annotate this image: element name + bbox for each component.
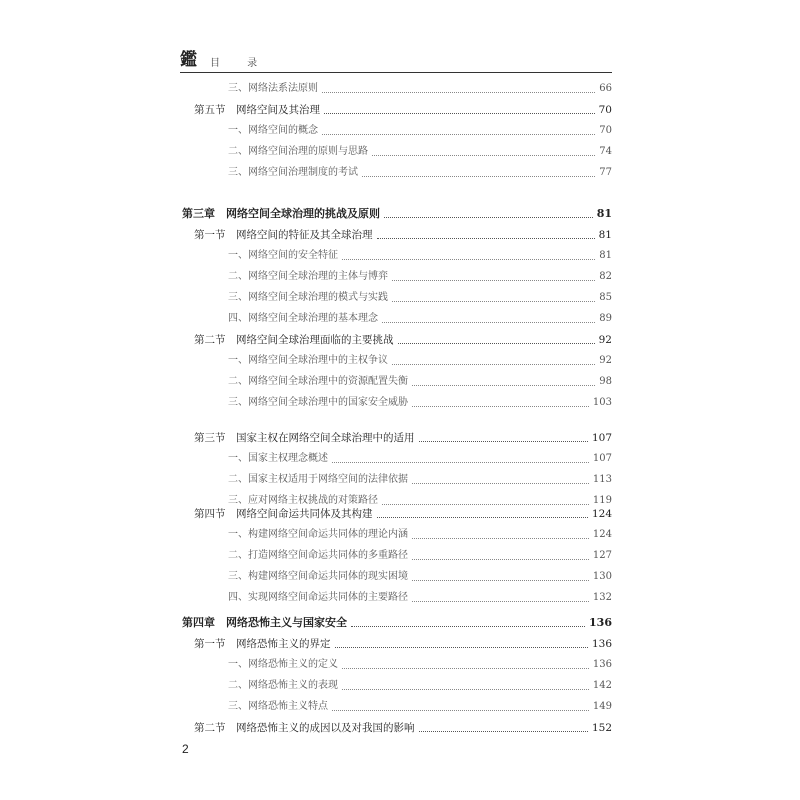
toc-item-row [180, 164, 612, 180]
toc-item-row [180, 656, 612, 672]
toc-item-row [180, 526, 612, 542]
toc-entry-title: 三、应对网络主权挑战的对策路径 [228, 495, 378, 506]
dot-leader [382, 322, 595, 323]
dot-leader [419, 441, 588, 442]
toc-entry-page: 152 [591, 722, 612, 734]
toc-entry-title: 二、打造网络空间命运共同体的多重路径 [228, 550, 408, 561]
toc-entry-page: 149 [592, 701, 612, 712]
toc-item-row [180, 677, 612, 693]
toc-entry-page: 82 [599, 271, 612, 282]
dot-leader [377, 517, 588, 518]
toc-entry-page: 81 [599, 250, 612, 261]
toc-section-row [180, 101, 612, 117]
toc-chapter-row [180, 614, 612, 630]
toc-item-row [180, 394, 612, 410]
dot-leader [322, 92, 595, 93]
toc-entry-page: 132 [592, 592, 612, 603]
dot-leader [392, 301, 595, 302]
toc-section-row [180, 505, 612, 521]
toc-entry-title: 三、网络空间全球治理中的国家安全威胁 [228, 397, 408, 408]
toc-item-row [180, 450, 612, 466]
toc-entry-title: 一、国家主权理念概述 [228, 453, 328, 464]
toc-item-row [180, 289, 612, 305]
toc-item-row [180, 589, 612, 605]
toc-entry-page: 70 [598, 104, 612, 116]
toc-entry-page: 107 [591, 432, 612, 444]
toc-item-row [180, 547, 612, 563]
toc-item-row [180, 310, 612, 326]
toc-entry-page: 81 [596, 207, 612, 220]
toc-entry-page: 130 [592, 571, 612, 582]
dot-leader [324, 113, 595, 114]
toc-entry-page: 136 [592, 659, 612, 670]
toc-entry-title: 一、网络空间的概念 [228, 125, 318, 136]
toc-section-row [180, 226, 612, 242]
dot-leader [332, 710, 589, 711]
toc-entry-title: 第四章 网络恐怖主义与国家安全 [182, 616, 347, 629]
toc-chapter-row [180, 205, 612, 221]
toc-entry-page: 70 [599, 125, 612, 136]
toc-section-row [180, 429, 612, 445]
toc-entry-title: 三、构建网络空间命运共同体的现实困境 [228, 571, 408, 582]
toc-entry-page: 113 [592, 474, 612, 485]
toc-entry-page: 124 [591, 508, 612, 520]
toc-entry-page: 136 [589, 616, 612, 629]
toc-entry-title: 一、网络空间全球治理中的主权争议 [228, 355, 388, 366]
toc-item-row [180, 352, 612, 368]
toc-entry-page: 127 [592, 550, 612, 561]
toc-entry-title: 三、网络空间治理制度的考试 [228, 167, 358, 178]
toc-section-row [180, 719, 612, 735]
dot-leader [384, 217, 593, 218]
toc-item-row [180, 143, 612, 159]
dot-leader [362, 176, 595, 177]
toc-entry-page: 107 [592, 453, 612, 464]
toc-entry-title: 第二节 网络恐怖主义的成因以及对我国的影响 [194, 722, 415, 734]
toc-entry-title: 第二节 网络空间全球治理面临的主要挑战 [194, 334, 394, 346]
dot-leader [342, 689, 589, 690]
dot-leader [332, 462, 589, 463]
dot-leader [335, 647, 588, 648]
toc-entry-page: 74 [599, 146, 612, 157]
toc-entry-page: 136 [591, 638, 612, 650]
toc-entry-page: 66 [599, 83, 612, 94]
dot-leader [412, 601, 589, 602]
toc-item-row [180, 568, 612, 584]
dot-leader [372, 155, 595, 156]
toc-entry-title: 第四节 网络空间命运共同体及其构建 [194, 508, 373, 520]
toc-entry-page: 85 [599, 292, 612, 303]
toc-entry-page: 98 [599, 376, 612, 387]
toc-entry-page: 92 [598, 334, 612, 346]
dot-leader [377, 238, 595, 239]
dot-leader [392, 364, 595, 365]
toc-section-row [180, 635, 612, 651]
toc-entry-title: 三、网络恐怖主义特点 [228, 701, 328, 712]
dot-leader [412, 538, 589, 539]
toc-entry-title: 二、网络空间全球治理中的资源配置失衡 [228, 376, 408, 387]
dot-leader [342, 259, 595, 260]
dot-leader [412, 385, 595, 386]
toc-item-row [180, 80, 612, 96]
dot-leader [412, 406, 589, 407]
dot-leader [342, 668, 589, 669]
toc-entry-title: 一、网络空间的安全特征 [228, 250, 338, 261]
toc-item-row [180, 268, 612, 284]
toc-entry-title: 二、网络恐怖主义的表现 [228, 680, 338, 691]
toc-entry-page: 89 [599, 313, 612, 324]
toc-entry-title: 一、网络恐怖主义的定义 [228, 659, 338, 670]
toc-item-row [180, 698, 612, 714]
header-title: 目 录 [210, 58, 270, 69]
toc-entry-title: 三、网络空间全球治理的模式与实践 [228, 292, 388, 303]
toc-entry-title: 第三节 国家主权在网络空间全球治理中的适用 [194, 432, 415, 444]
toc-entry-title: 二、网络空间全球治理的主体与博弈 [228, 271, 388, 282]
toc-entry-page: 81 [598, 229, 612, 241]
toc-item-row [180, 373, 612, 389]
toc-entry-title: 第一节 网络恐怖主义的界定 [194, 638, 331, 650]
dot-leader [322, 134, 595, 135]
toc-item-row [180, 247, 612, 263]
toc-entry-page: 142 [592, 680, 612, 691]
toc-entry-title: 第一节 网络空间的特征及其全球治理 [194, 229, 373, 241]
dot-leader [412, 559, 589, 560]
toc-entry-title: 一、构建网络空间命运共同体的理论内涵 [228, 529, 408, 540]
toc-entry-title: 二、国家主权适用于网络空间的法律依据 [228, 474, 408, 485]
publisher-logo: 鑑 [180, 50, 197, 70]
toc-entry-title: 二、网络空间治理的原则与思路 [228, 146, 368, 157]
toc-entry-title: 三、网络法系法原则 [228, 83, 318, 94]
dot-leader [398, 343, 595, 344]
toc-entry-title: 第五节 网络空间及其治理 [194, 104, 320, 116]
toc-entry-title: 四、网络空间全球治理的基本理念 [228, 313, 378, 324]
toc-item-row [180, 471, 612, 487]
toc-entry-page: 77 [599, 167, 612, 178]
toc-entry-title: 四、实现网络空间命运共同体的主要路径 [228, 592, 408, 603]
toc-entry-page: 92 [599, 355, 612, 366]
dot-leader [392, 280, 595, 281]
toc-entry-title: 第三章 网络空间全球治理的挑战及原则 [182, 207, 380, 220]
toc-item-row [180, 122, 612, 138]
dot-leader [412, 580, 589, 581]
dot-leader [351, 626, 585, 627]
dot-leader [419, 731, 588, 732]
dot-leader [412, 483, 589, 484]
toc-section-row [180, 331, 612, 347]
toc-entry-page: 124 [592, 529, 612, 540]
toc-entry-page: 119 [592, 495, 612, 506]
toc-entry-page: 103 [592, 397, 612, 408]
page-number: 2 [182, 742, 189, 756]
